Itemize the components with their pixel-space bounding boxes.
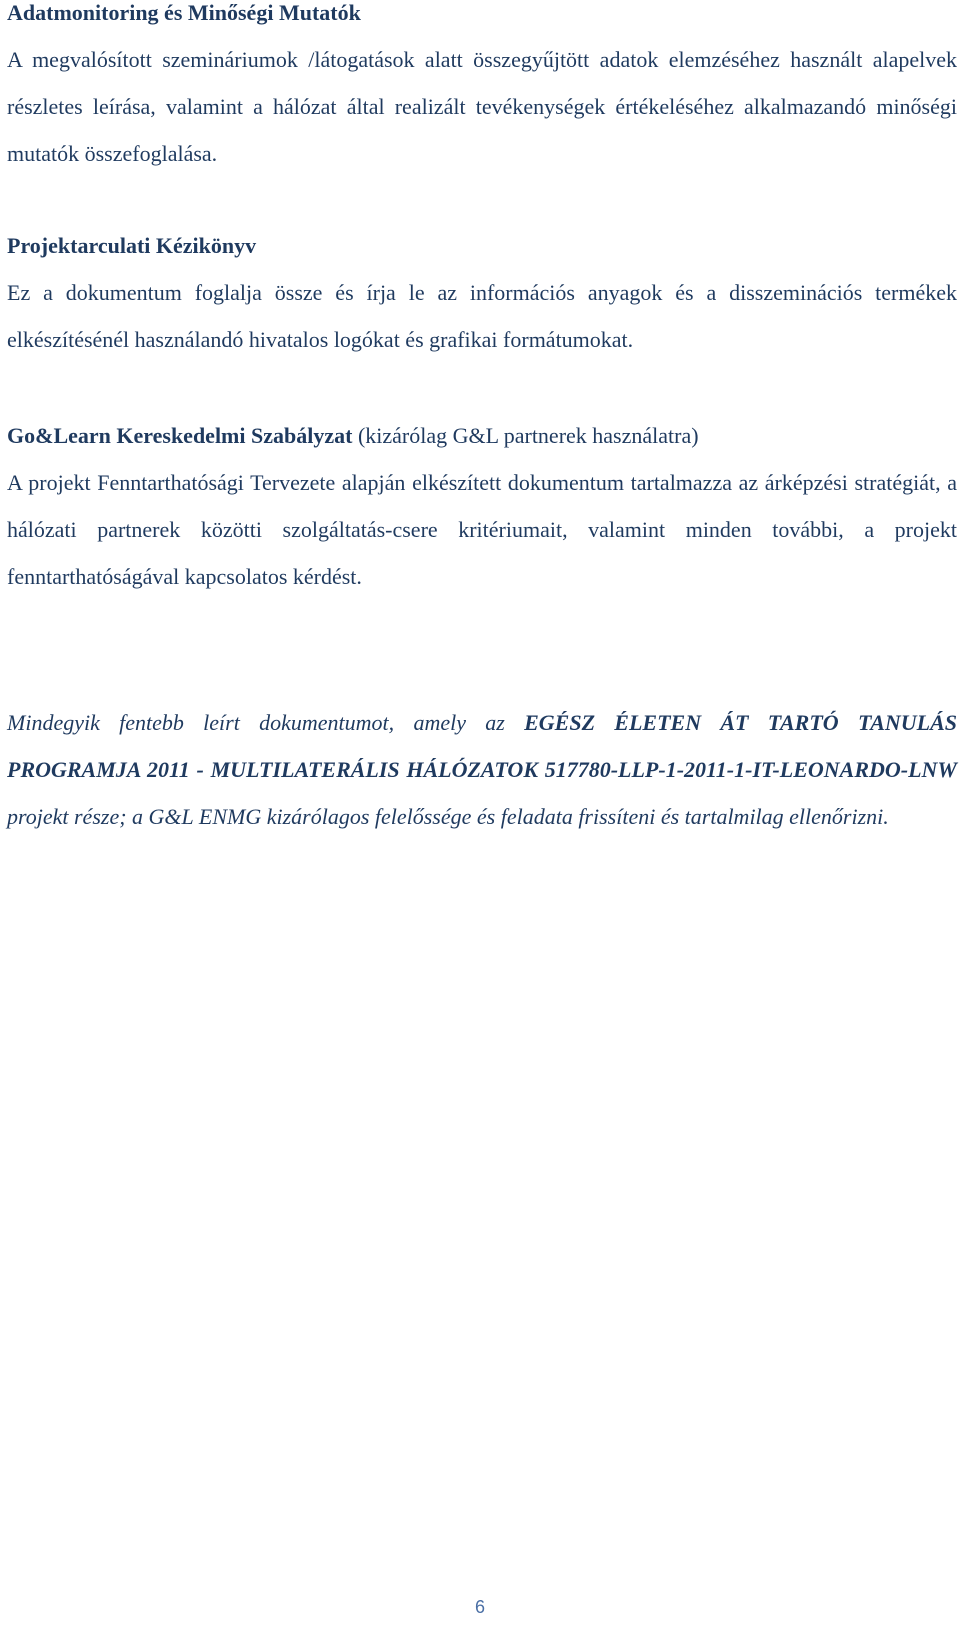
program-name: EGÉSZ ÉLETEN ÁT TARTÓ TANULÁS PROGRAMJA 2011 - MULTILATERÁLIS HÁLÓZATOK 517780-LLP-1-2011-1-IT-LEONARDO-LNW bbox=[7, 710, 957, 782]
section-commercial-policy bbox=[7, 412, 957, 600]
section-data-monitoring bbox=[7, 0, 957, 177]
section-body: Ez a dokumentum foglalja össze és írja le az információs anyagok és a disszeminációs termékek elkészítésénél használandó hivatalos logókat és grafikai formátumokat. bbox=[7, 280, 957, 352]
section-heading: Go&Learn Kereskedelmi Szabályzat bbox=[7, 423, 353, 448]
section-brand-manual bbox=[7, 222, 957, 363]
section-heading: Projektarculati Kézikönyv bbox=[7, 233, 257, 258]
closing-statement bbox=[7, 699, 957, 840]
section-body: A projekt Fenntarthatósági Tervezete alapján elkészített dokumentum tartalmazza az árképzési stratégiát, a hálózati partnerek közötti szolgáltatás-csere kritériumait, valamint minden további, a projekt fenntarthatóságával kapcsolatos kérdést. bbox=[7, 470, 957, 589]
closing-intro: Mindegyik fentebb leírt dokumentumot, amely az bbox=[7, 710, 525, 735]
page-number: 6 bbox=[474, 1597, 485, 1617]
section-heading: Adatmonitoring és Minőségi Mutatók bbox=[7, 0, 361, 25]
closing-outro: projekt része; a G&L ENMG kizárólagos felelőssége és feladata frissíteni és tartalmilag ellenőrizni. bbox=[7, 804, 889, 829]
section-heading-line bbox=[7, 412, 957, 459]
section-heading-suffix: (kizárólag G&L partnerek használatra) bbox=[352, 423, 699, 448]
section-body: A megvalósított szemináriumok /látogatások alatt összegyűjtött adatok elemzéséhez használt alapelvek részletes leírása, valamint a hálózat által realizált tevékenységek értékeléséhez alkalmazandó minőségi mutatók összefoglalása. bbox=[7, 47, 957, 166]
